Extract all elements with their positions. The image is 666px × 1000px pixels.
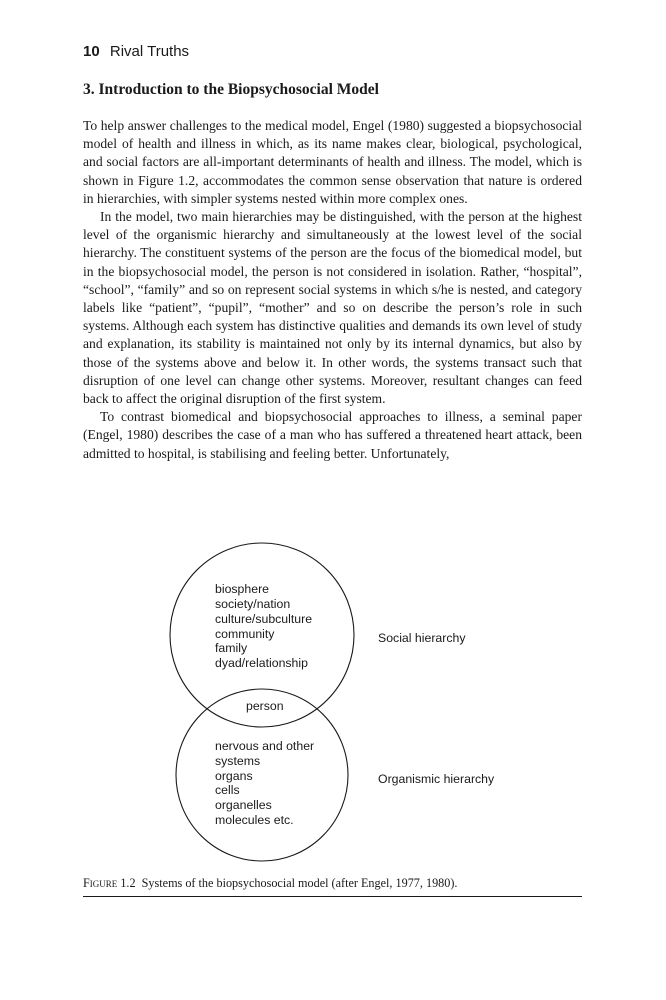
caption-rule	[83, 896, 582, 897]
social-item: culture/subculture	[215, 612, 313, 626]
paragraph-2: In the model, two main hierarchies may be distinguished, with the person at the highest level of the organismic hierarchy and simultaneously at the lowest level of the social hierarchy. The constituent systems of the person are the focus of the biomedical model, but in the biopsychosocial model, the person is not considered in isolation. Rather, “hospital”, “school”, “family” and so on represent social systems in which s/he is nested, and category labels like “patient”, “pupil”, “mother” and so on describe the person’s role in such systems. Although each system has distinctive qualities and demands its own level of study and explanation, its stability is maintained not only by its internal dynamics, but also by those of the systems above and below it. In other words, the systems transact such that disruption of one level can change other systems. Moreover, resultant changes can feed back to affect the original disruption of the first system.	[83, 209, 582, 407]
caption-text: Systems of the biopsychosocial model (after Engel, 1977, 1980).	[141, 876, 458, 890]
organismic-item: systems	[215, 754, 261, 768]
person-label: person	[246, 699, 284, 713]
organismic-item: cells	[215, 783, 240, 797]
social-item: society/nation	[215, 597, 291, 611]
social-item: community	[215, 627, 275, 641]
organismic-item: organelles	[215, 798, 272, 812]
organismic-item: nervous and other	[215, 739, 315, 753]
paragraph-3: To contrast biomedical and biopsychosocial approaches to illness, a seminal paper (Engel, 1980) describes the case of a man who has suffered a threatened heart attack, been admitted to hospital, is stabilising and feeling better. Unfortunately,	[83, 409, 582, 461]
social-item: family	[215, 641, 248, 655]
body-text	[83, 117, 582, 463]
figure-number: Figure 1.2	[83, 876, 136, 890]
social-item: biosphere	[215, 582, 270, 596]
figure-caption	[83, 876, 457, 891]
running-header	[83, 43, 189, 60]
social-hierarchy-label: Social hierarchy	[378, 631, 466, 645]
organismic-hierarchy-circle	[176, 689, 348, 861]
running-title: Rival Truths	[109, 43, 190, 60]
page-number: 10	[83, 43, 100, 60]
section-title: 3. Introduction to the Biopsychosocial Model	[83, 81, 379, 98]
paragraph-1: To help answer challenges to the medical model, Engel (1980) suggested a biopsychosocial model of health and illness in which, as its name makes clear, biological, psychological, and social factors are all-important determinants of health and illness. The model, which is shown in Figure 1.2, accommodates the common sense observation that nature is ordered in hierarchies, with simpler systems nested within more complex ones.	[83, 118, 582, 206]
social-hierarchy-circle	[170, 543, 354, 727]
organismic-item: molecules etc.	[215, 813, 294, 827]
organismic-hierarchy-label: Organismic hierarchy	[378, 772, 495, 786]
social-item: dyad/relationship	[215, 656, 308, 670]
organismic-item: organs	[215, 769, 253, 783]
